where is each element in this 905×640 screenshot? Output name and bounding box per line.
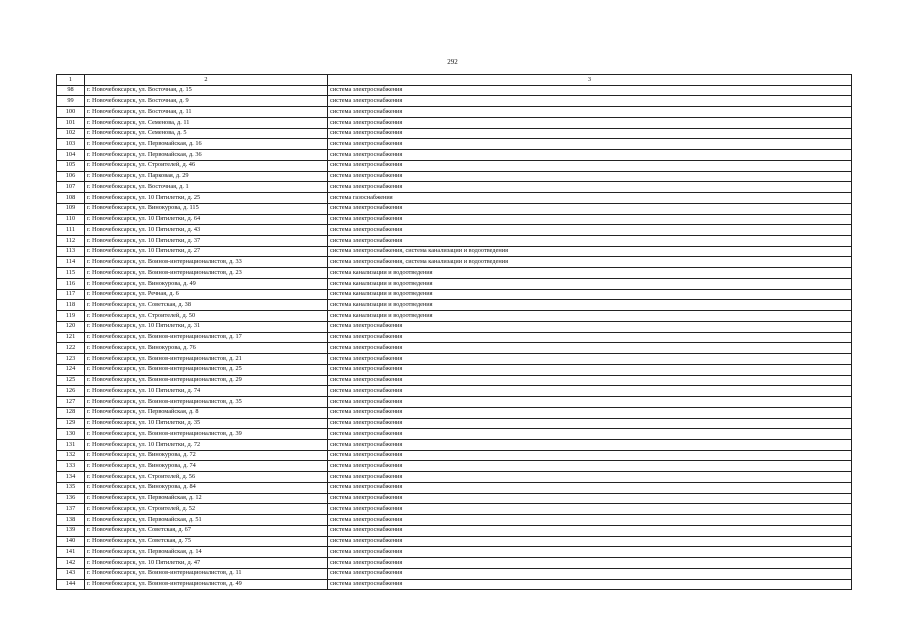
row-number: 143 (57, 568, 85, 579)
row-address: г. Новочебоксарск, ул. Первомайская, д. 51 (85, 515, 328, 526)
row-address: г. Новочебоксарск, ул. Воинов-интернационалистов, д. 17 (85, 332, 328, 343)
row-number: 98 (57, 85, 85, 96)
table-row (57, 504, 852, 515)
row-number: 122 (57, 343, 85, 354)
table-row (57, 236, 852, 247)
row-address: г. Новочебоксарск, ул. Строителей, д. 46 (85, 160, 328, 171)
row-number: 103 (57, 139, 85, 150)
row-system: система электроснабжения (328, 107, 852, 118)
table-row (57, 85, 852, 96)
table-row (57, 558, 852, 569)
row-system: система электроснабжения (328, 515, 852, 526)
table-row (57, 482, 852, 493)
row-number: 129 (57, 418, 85, 429)
row-system: система электроснабжения (328, 461, 852, 472)
page-number: 292 (447, 58, 458, 66)
row-system: система электроснабжения (328, 203, 852, 214)
row-number: 113 (57, 246, 85, 257)
row-number: 121 (57, 332, 85, 343)
row-number: 106 (57, 171, 85, 182)
row-address: г. Новочебоксарск, ул. 10 Пятилетки, д. 43 (85, 225, 328, 236)
row-address: г. Новочебоксарск, ул. Восточная, д. 1 (85, 182, 328, 193)
row-address: г. Новочебоксарск, ул. Воинов-интернационалистов, д. 33 (85, 257, 328, 268)
row-number: 108 (57, 193, 85, 204)
table-row (57, 150, 852, 161)
row-number: 134 (57, 472, 85, 483)
row-number: 142 (57, 558, 85, 569)
row-address: г. Новочебоксарск, ул. Воинов-интернационалистов, д. 25 (85, 364, 328, 375)
table-row (57, 289, 852, 300)
table-row (57, 203, 852, 214)
row-address: г. Новочебоксарск, ул. Воинов-интернационалистов, д. 21 (85, 354, 328, 365)
table-row (57, 525, 852, 536)
table-row (57, 182, 852, 193)
row-number: 135 (57, 482, 85, 493)
table-row (57, 311, 852, 322)
table-row (57, 343, 852, 354)
row-number: 105 (57, 160, 85, 171)
table-row (57, 300, 852, 311)
row-address: г. Новочебоксарск, ул. Винокурова, д. 74 (85, 461, 328, 472)
row-system: система электроснабжения (328, 96, 852, 107)
table-row (57, 579, 852, 590)
row-number: 139 (57, 525, 85, 536)
row-address: г. Новочебоксарск, ул. Семенова, д. 5 (85, 128, 328, 139)
row-address: г. Новочебоксарск, ул. Восточная, д. 11 (85, 107, 328, 118)
column-header-system: 3 (328, 75, 852, 86)
row-system: система электроснабжения (328, 397, 852, 408)
row-number: 120 (57, 321, 85, 332)
row-address: г. Новочебоксарск, ул. Восточная, д. 15 (85, 85, 328, 96)
row-system: система канализации и водоотведения (328, 289, 852, 300)
row-address: г. Новочебоксарск, ул. 10 Пятилетки, д. 74 (85, 386, 328, 397)
row-address: г. Новочебоксарск, ул. Речная, д. 6 (85, 289, 328, 300)
row-address: г. Новочебоксарск, ул. 10 Пятилетки, д. 25 (85, 193, 328, 204)
row-number: 115 (57, 268, 85, 279)
row-system: система канализации и водоотведения (328, 311, 852, 322)
row-address: г. Новочебоксарск, ул. Воинов-интернационалистов, д. 35 (85, 397, 328, 408)
row-address: г. Новочебоксарск, ул. Винокурова, д. 84 (85, 482, 328, 493)
row-number: 110 (57, 214, 85, 225)
row-address: г. Новочебоксарск, ул. Строителей, д. 52 (85, 504, 328, 515)
row-address: г. Новочебоксарск, ул. Первомайская, д. 8 (85, 407, 328, 418)
row-number: 141 (57, 547, 85, 558)
row-system: система электроснабжения (328, 472, 852, 483)
row-number: 116 (57, 278, 85, 289)
row-number: 127 (57, 397, 85, 408)
table-row (57, 332, 852, 343)
table-row (57, 493, 852, 504)
column-header-address: 2 (85, 75, 328, 86)
row-system: система электроснабжения (328, 568, 852, 579)
table-row (57, 461, 852, 472)
row-system: система электроснабжения (328, 150, 852, 161)
table-row (57, 321, 852, 332)
row-number: 130 (57, 429, 85, 440)
row-system: система электроснабжения (328, 85, 852, 96)
table-row (57, 107, 852, 118)
table-row (57, 139, 852, 150)
row-system: система электроснабжения (328, 354, 852, 365)
row-address: г. Новочебоксарск, ул. Строителей, д. 50 (85, 311, 328, 322)
row-address: г. Новочебоксарск, ул. Винокурова, д. 49 (85, 278, 328, 289)
row-number: 102 (57, 128, 85, 139)
table-row (57, 547, 852, 558)
row-system: система электроснабжения (328, 450, 852, 461)
row-system: система электроснабжения (328, 493, 852, 504)
row-address: г. Новочебоксарск, ул. 10 Пятилетки, д. 72 (85, 439, 328, 450)
column-header-number: 1 (57, 75, 85, 86)
table-row (57, 429, 852, 440)
row-address: г. Новочебоксарск, ул. Восточная, д. 9 (85, 96, 328, 107)
row-system: система электроснабжения (328, 236, 852, 247)
row-system: система электроснабжения (328, 214, 852, 225)
table-row (57, 386, 852, 397)
table-row (57, 257, 852, 268)
table-header-row (57, 75, 852, 86)
row-system: система электроснабжения (328, 418, 852, 429)
row-number: 111 (57, 225, 85, 236)
row-address: г. Новочебоксарск, ул. Строителей, д. 56 (85, 472, 328, 483)
row-address: г. Новочебоксарск, ул. 10 Пятилетки, д. 64 (85, 214, 328, 225)
row-system: система электроснабжения (328, 482, 852, 493)
row-address: г. Новочебоксарск, ул. Семенова, д. 11 (85, 117, 328, 128)
table-row (57, 171, 852, 182)
row-system: система канализации и водоотведения (328, 278, 852, 289)
table-row (57, 375, 852, 386)
row-number: 144 (57, 579, 85, 590)
row-system: система электроснабжения (328, 525, 852, 536)
table-row (57, 450, 852, 461)
row-number: 136 (57, 493, 85, 504)
row-address: г. Новочебоксарск, ул. 10 Пятилетки, д. 37 (85, 236, 328, 247)
row-address: г. Новочебоксарск, ул. Воинов-интернационалистов, д. 49 (85, 579, 328, 590)
row-number: 101 (57, 117, 85, 128)
row-number: 128 (57, 407, 85, 418)
table-row (57, 536, 852, 547)
table-row (57, 160, 852, 171)
row-system: система канализации и водоотведения (328, 300, 852, 311)
row-address: г. Новочебоксарск, ул. 10 Пятилетки, д. 35 (85, 418, 328, 429)
row-system: система электроснабжения (328, 558, 852, 569)
row-address: г. Новочебоксарск, ул. Воинов-интернационалистов, д. 11 (85, 568, 328, 579)
row-number: 126 (57, 386, 85, 397)
row-system: система электроснабжения (328, 332, 852, 343)
row-address: г. Новочебоксарск, ул. Советская, д. 67 (85, 525, 328, 536)
table-row (57, 407, 852, 418)
row-number: 138 (57, 515, 85, 526)
row-number: 140 (57, 536, 85, 547)
row-address: г. Новочебоксарск, ул. Воинов-интернационалистов, д. 23 (85, 268, 328, 279)
table-row (57, 225, 852, 236)
row-address: г. Новочебоксарск, ул. Воинов-интернационалистов, д. 39 (85, 429, 328, 440)
row-number: 123 (57, 354, 85, 365)
table-row (57, 397, 852, 408)
row-address: г. Новочебоксарск, ул. Винокурова, д. 115 (85, 203, 328, 214)
table-row (57, 439, 852, 450)
table-row (57, 128, 852, 139)
table-row (57, 515, 852, 526)
row-system: система электроснабжения (328, 160, 852, 171)
table-row (57, 193, 852, 204)
row-system: система электроснабжения (328, 386, 852, 397)
row-system: система электроснабжения (328, 439, 852, 450)
row-system: система электроснабжения (328, 128, 852, 139)
row-address: г. Новочебоксарск, ул. 10 Пятилетки, д. 27 (85, 246, 328, 257)
row-number: 131 (57, 439, 85, 450)
row-system: система электроснабжения (328, 182, 852, 193)
row-number: 119 (57, 311, 85, 322)
row-system: система электроснабжения (328, 504, 852, 515)
row-system: система электроснабжения (328, 547, 852, 558)
row-address: г. Новочебоксарск, ул. Винокурова, д. 72 (85, 450, 328, 461)
table-row (57, 472, 852, 483)
row-number: 133 (57, 461, 85, 472)
row-system: система электроснабжения (328, 117, 852, 128)
table-row (57, 418, 852, 429)
row-number: 125 (57, 375, 85, 386)
row-system: система электроснабжения, система канализации и водоотведения (328, 257, 852, 268)
row-number: 114 (57, 257, 85, 268)
row-number: 100 (57, 107, 85, 118)
row-number: 137 (57, 504, 85, 515)
row-system: система электроснабжения, система канализации и водоотведения (328, 246, 852, 257)
row-number: 99 (57, 96, 85, 107)
row-system: система электроснабжения (328, 343, 852, 354)
row-address: г. Новочебоксарск, ул. Советская, д. 75 (85, 536, 328, 547)
table-row (57, 117, 852, 128)
row-address: г. Новочебоксарск, ул. Винокурова, д. 76 (85, 343, 328, 354)
row-address: г. Новочебоксарск, ул. Воинов-интернационалистов, д. 29 (85, 375, 328, 386)
row-system: система электроснабжения (328, 139, 852, 150)
table-body (57, 85, 852, 590)
row-number: 109 (57, 203, 85, 214)
row-system: система электроснабжения (328, 321, 852, 332)
row-number: 117 (57, 289, 85, 300)
row-number: 112 (57, 236, 85, 247)
row-number: 104 (57, 150, 85, 161)
table-row (57, 96, 852, 107)
table-row (57, 364, 852, 375)
table-row (57, 214, 852, 225)
row-system: система электроснабжения (328, 364, 852, 375)
row-number: 124 (57, 364, 85, 375)
row-address: г. Новочебоксарск, ул. Первомайская, д. 14 (85, 547, 328, 558)
row-system: система электроснабжения (328, 407, 852, 418)
row-address: г. Новочебоксарск, ул. 10 Пятилетки, д. 47 (85, 558, 328, 569)
row-system: система электроснабжения (328, 536, 852, 547)
objects-table (56, 74, 852, 590)
row-address: г. Новочебоксарск, ул. Первомайская, д. 16 (85, 139, 328, 150)
row-system: система канализации и водоотведения (328, 268, 852, 279)
row-system: система электроснабжения (328, 225, 852, 236)
row-system: система газоснабжения (328, 193, 852, 204)
row-number: 107 (57, 182, 85, 193)
table-row (57, 568, 852, 579)
row-address: г. Новочебоксарск, ул. Первомайская, д. 36 (85, 150, 328, 161)
row-system: система электроснабжения (328, 171, 852, 182)
row-address: г. Новочебоксарск, ул. Советская, д. 38 (85, 300, 328, 311)
row-system: система электроснабжения (328, 579, 852, 590)
row-address: г. Новочебоксарск, ул. Первомайская, д. 12 (85, 493, 328, 504)
row-number: 118 (57, 300, 85, 311)
row-system: система электроснабжения (328, 375, 852, 386)
table-row (57, 246, 852, 257)
row-address: г. Новочебоксарск, ул. 10 Пятилетки, д. 31 (85, 321, 328, 332)
table-row (57, 268, 852, 279)
row-number: 132 (57, 450, 85, 461)
table-row (57, 354, 852, 365)
table-row (57, 278, 852, 289)
row-system: система электроснабжения (328, 429, 852, 440)
row-address: г. Новочебоксарск, ул. Парковая, д. 29 (85, 171, 328, 182)
